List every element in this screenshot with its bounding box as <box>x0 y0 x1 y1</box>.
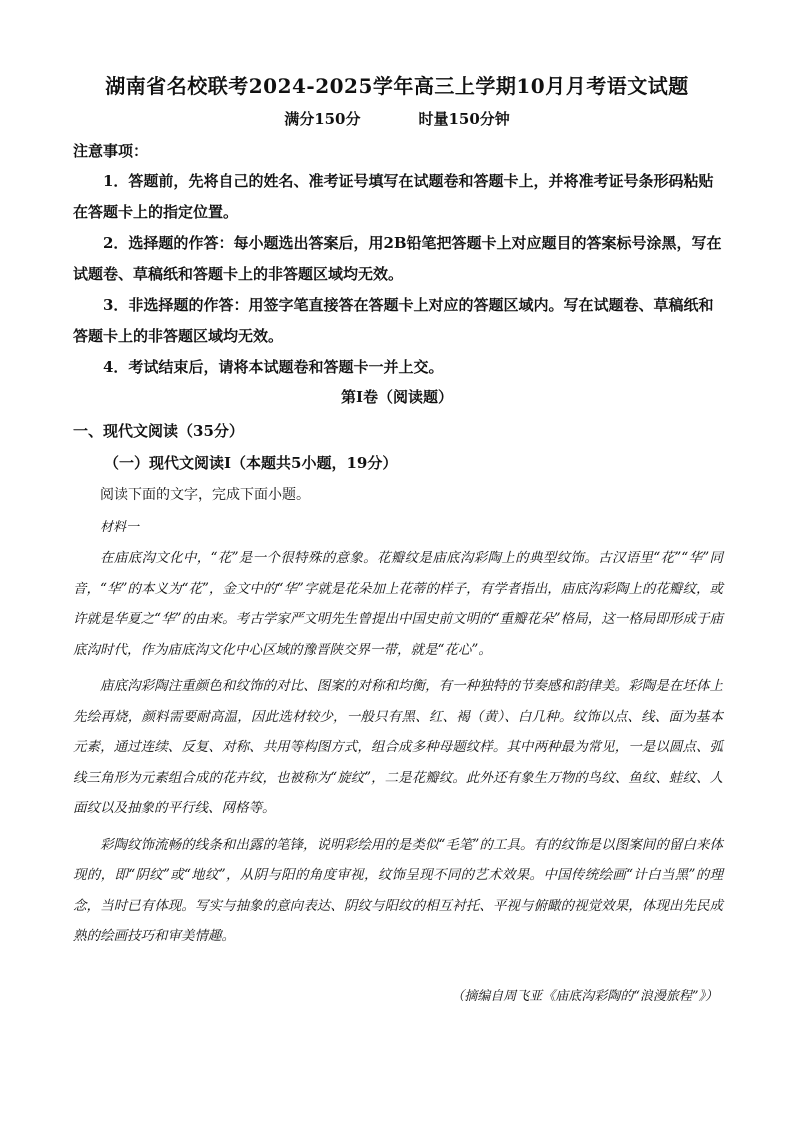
notice-item: 2．选择题的作答：每小题选出答案后，用2B铅笔把答题卡上对应题目的答案标号涂黑，写在试题卷、草稿纸和答题卡上的非答题区域均无效。 <box>73 234 722 283</box>
material-paragraph: 庙底沟彩陶注重颜色和纹饰的对比、图案的对称和均衡，有一种独特的节奏感和韵律美。彩陶是在坯体上先绘再烧，颜料需要耐高温，因此选材较少，一般只有黑、红、褐（黄）、白几种。纹饰以点、线、面为基本元素，通过连续、反复、对称、共用等构图方式，组合成多种母题纹样。其中两种最为常见，一是以圆点、弧线三角形为元素组合成的花卉纹，也被称为“旋纹”，二是花瓣纹。此外还有象生万物的鸟纹、鱼纹、蛙纹、人面纹以及抽象的平行线、网格等。 <box>73 678 723 816</box>
material-paragraph: 彩陶纹饰流畅的线条和出露的笔锋，说明彩绘用的是类似“毛笔”的工具。有的纹饰是以图案间的留白来体现的，即“阴纹”或“地纹”，从阴与阳的角度审视，纹饰呈现不同的艺术效果。中国传统绘画“计白当黑”的理念，当时已有体现。写实与抽象的意向表达、阴纹与阳纹的相互衬托、平视与俯瞰的视觉效果，体现出先民成熟的绘画技巧和审美情趣。 <box>73 836 723 944</box>
time-limit: 时量150分钟 <box>418 110 510 128</box>
sub-section-title: （一）现代文阅读Ⅰ（本题共5小题，19分） <box>104 454 398 472</box>
source-citation: （摘编自周飞亚《庙底沟彩陶的“浪漫旅程”》） <box>451 989 718 1004</box>
material-paragraph: 在庙底沟文化中，“花”是一个很特殊的意象。花瓣纹是庙底沟彩陶上的典型纹饰。古汉语里“花”“华”同音，“华”的本义为“花”，金文中的“华”字就是花朵加上花蒂的样子，有学者指出，庙底沟彩陶上的花瓣纹，或许就是华夏之“华”的由来。考古学家严文明先生曾提出中国史前文明的“重瓣花朵”格局，这一格局即形成于庙底沟时代，作为庙底沟文化中心区域的豫晋陕交界一带，就是“花心”。 <box>73 550 723 658</box>
part-title: 一、现代文阅读（35分） <box>73 422 244 440</box>
notice-heading: 注意事项： <box>73 142 149 160</box>
material-label: 材料一 <box>100 520 140 535</box>
volume-title: 第Ⅰ卷（阅读题） <box>340 388 454 406</box>
notice-item: 3．非选择题的作答：用签字笔直接答在答题卡上对应的答题区域内。写在试题卷、草稿纸和答题卡上的非答题区域均无效。 <box>73 296 714 345</box>
notice-item: 4．考试结束后，请将本试题卷和答题卡一并上交。 <box>103 358 444 376</box>
notice-item: 1．答题前，先将自己的姓名、准考证号填写在试题卷和答题卡上，并将准考证号条形码粘贴在答题卡上的指定位置。 <box>73 172 714 221</box>
full-score: 满分150分 <box>284 110 361 128</box>
exam-title: 湖南省名校联考2024-2025学年高三上学期10月月考语文试题 <box>105 74 689 98</box>
reading-instruction: 阅读下面的文字，完成下面小题。 <box>100 487 310 503</box>
material-text <box>73 543 723 958</box>
notice-list <box>73 166 723 383</box>
exam-meta <box>0 108 794 129</box>
